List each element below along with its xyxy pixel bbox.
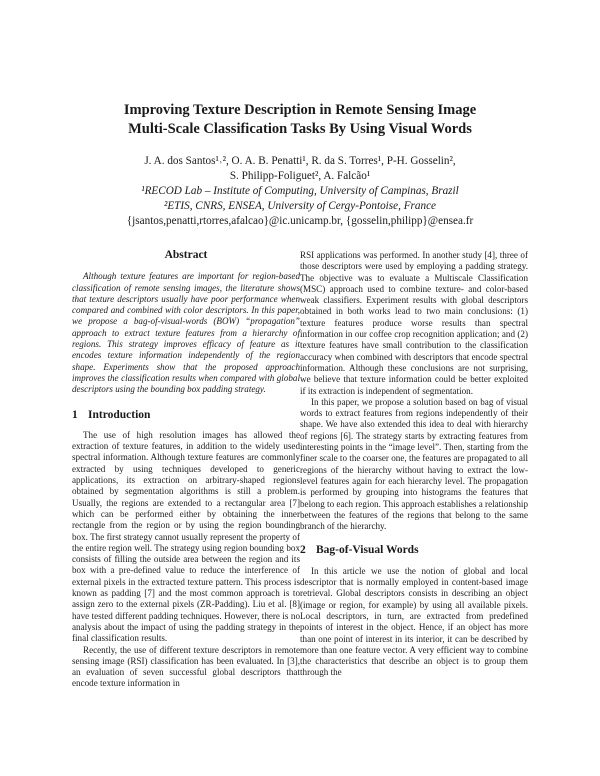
affiliation-2: ²ETIS, CNRS, ENSEA, University of Cergy-Pontoise, France [163,200,437,212]
right-column [300,250,528,679]
author-block [0,154,600,229]
section-title: Introduction [88,408,151,421]
abstract-text: Although texture features are important for region-based classification of remote sensing images, the literature shows that texture descriptors usually have poor performance when compared and combined with color descriptors. In this paper, we propose a bag-of-visual-words (BOW) “propagation” approach to extract texture features from a hierarchy of regions. This strategy improves efficacy of feature as it encodes texture information independently of the region shape. Experiments show that the proposed approach improves the classification results when compared with global descriptors using the bounding box padding strategy. [72,271,300,395]
intro-paragraph-2: Recently, the use of different texture descriptors in remote sensing image (RSI) classification has been evaluated. In [3], an evaluation of seven successful global descriptors that encode texture information in [72,644,300,689]
bow-paragraph-1: In this article we use the notion of global and local descriptor that is normally employed in content-based image retrieval. Global descriptors consists in describing an object (image or region, for example) by using all available pixels. Local descriptors, in turn, are extracted from predefined points of interest in the object. Hence, if an object has more than one point of interest in its interior, it can be described by more than one feature vector. A very efficient way to combine the characteristics that describe an object is to group them through the [300,565,528,678]
intro-paragraph-2-continued: RSI applications was performed. In another study [4], three of those descriptors were used by employing a padding strategy. The objective was to evaluate a Multiscale Classification (MSC) approach used to combine texture- and color-based weak classifiers. Experiment results with global descriptors obtained in both works lead to two main conclusions: (1) texture features produce worse results than spectral information in our coffee crop recognition application; and (2) texture features have small contribution to the classification accuracy when combined with descriptors that encode spectral information. Although these conclusions are not surprising, we believe that texture information could be better exploited if its extraction is independent of segmentation. [300,250,528,396]
paper-title [0,101,600,139]
intro-paragraph-1: The use of high resolution images has allowed the extraction of texture features, in addition to the widely used spectral information. Although texture features are commonly extracted by using techniques developed to generic applications, its extraction on arbitrary-shaped regions obtained by segmentation algorithms is still a problem. Usually, the regions are extended to a rectangular area [7] which can be performed either by obtaining the inner rectangle from the region or by using the region bounding box. The first strategy cannot usually represent the property of the entire region well. The strategy using region bounding box consists of filling the outside area between the region and its box with a pre-defined value to reduce the interference of external pixels in the extracted texture pattern. This process is known as padding [7] and the most common approach is to assign zero to the external pixels (ZR-Padding). Liu et al. [8] have tested different padding techniques. However, there is no analysis about the impact of using the padding strategy in the final classification results. [72,429,300,644]
section-title: Bag-of-Visual Words [316,544,419,557]
section-heading-bag-of-visual-words [300,545,528,556]
section-number: 2 [300,544,306,557]
section-number: 1 [72,408,78,421]
author-emails: {jsantos,penatti,rtorres,afalcao}@ic.unicamp.br, {gosselin,philipp}@ensea.fr [126,215,474,227]
left-column [72,250,300,690]
title-line-1: Improving Texture Description in Remote Sensing Image [123,102,477,118]
section-heading-introduction [72,410,300,421]
title-line-2: Multi-Scale Classification Tasks By Using Visual Words [128,121,472,137]
author-line-1: J. A. dos Santos¹˒², O. A. B. Penatti¹, R. da S. Torres¹, P-H. Gosselin², [144,155,456,167]
intro-paragraph-3: In this paper, we propose a solution based on bag of visual words to extract features from regions independently of their shape. We have also extended this idea to deal with hierarchy of regions [6]. The strategy starts by extracting features from interesting points in the “image level”. Then, starting from the finer scale to the coarser one, the features are propagated to all regions of the hierarchy without having to extract the low-level features again for each hierarchy level. The propagation is performed by grouping into histograms the features that belong to each region. This approach establishes a relationship between the features of the regions that belong to the same branch of the hierarchy. [300,396,528,532]
abstract-heading: Abstract [164,249,208,261]
author-line-2: S. Philipp-Foliguet², A. Falcão¹ [229,170,371,182]
affiliation-1: ¹RECOD Lab – Institute of Computing, University of Campinas, Brazil [141,185,459,197]
